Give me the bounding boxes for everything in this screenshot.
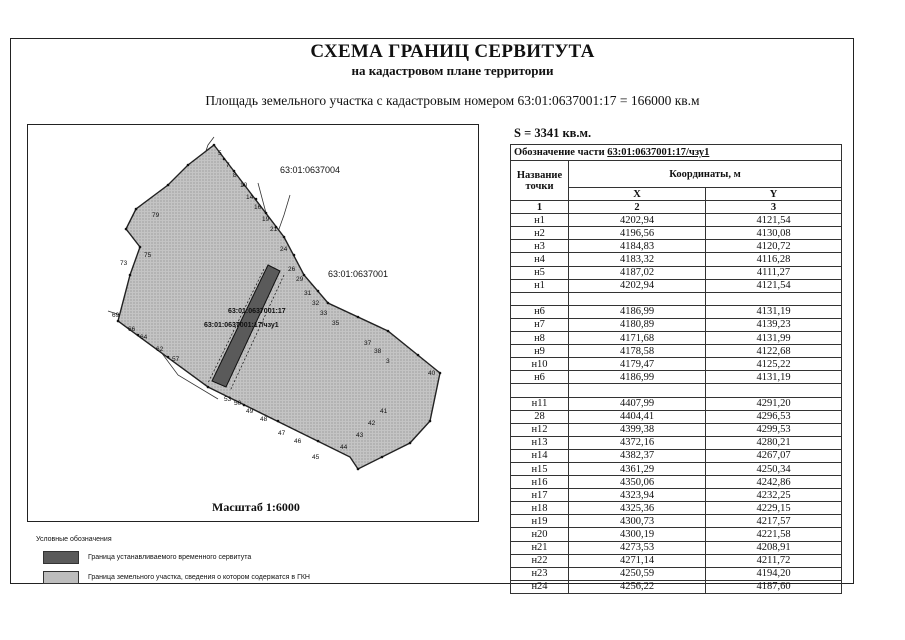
- table-header-row: [511, 161, 842, 188]
- cell-y: 4139,23: [706, 318, 842, 331]
- cell-point: н20: [511, 528, 569, 541]
- table-row: [511, 292, 842, 305]
- cell-x: 4404,41: [569, 410, 706, 423]
- cell-point: н5: [511, 266, 569, 279]
- point-label: 32: [312, 300, 320, 307]
- point-label: 33: [320, 310, 328, 317]
- servitude-label: 63:01:0637001:17/чзу1: [204, 322, 279, 329]
- table-row: [511, 214, 842, 227]
- point-label: 42: [368, 420, 376, 427]
- legend-item-servitude: Граница устанавливаемого временного сервитута: [88, 554, 252, 561]
- table-row: [511, 240, 842, 253]
- cell-x: 4187,02: [569, 266, 706, 279]
- cell-x: 4300,73: [569, 515, 706, 528]
- cell-y: 4221,58: [706, 528, 842, 541]
- point-label: 50: [234, 400, 242, 407]
- table-row: [511, 541, 842, 554]
- point-label: 3: [386, 358, 390, 365]
- table-row: [511, 462, 842, 475]
- cell-y: 4299,53: [706, 423, 842, 436]
- point-label: 69: [112, 312, 120, 319]
- point-label: 49: [246, 408, 254, 415]
- point-label: 7: [226, 162, 230, 169]
- point-label: 75: [144, 252, 152, 259]
- cell-point: н22: [511, 554, 569, 567]
- table-row: [511, 318, 842, 331]
- table-row: [511, 554, 842, 567]
- cell-x: 4202,94: [569, 279, 706, 292]
- parcel-label: 63:01:0637001: [328, 269, 389, 279]
- cell-point: н1: [511, 279, 569, 292]
- table-row: [511, 345, 842, 358]
- table-part-row: [511, 145, 842, 161]
- cell-point: [511, 292, 569, 305]
- cell-point: н17: [511, 489, 569, 502]
- table-row: [511, 305, 842, 318]
- cadastral-map: [27, 124, 479, 522]
- cell-point: н15: [511, 462, 569, 475]
- cell-point: н6: [511, 305, 569, 318]
- cell-x: 4180,89: [569, 318, 706, 331]
- point-label: 37: [364, 340, 372, 347]
- cell-x: 4361,29: [569, 462, 706, 475]
- cell-y: 4194,20: [706, 567, 842, 580]
- legend-item-parcel: Граница земельного участка, сведения о котором содержатся в ГКН: [88, 574, 310, 581]
- table-row: [511, 476, 842, 489]
- cell-y: 4250,34: [706, 462, 842, 475]
- cell-y: 4131,19: [706, 371, 842, 384]
- table-row: [511, 515, 842, 528]
- cell-x: 4196,56: [569, 227, 706, 240]
- point-label: 47: [278, 430, 286, 437]
- cell-point: н23: [511, 567, 569, 580]
- cell-point: н1: [511, 214, 569, 227]
- cell-x: 4202,94: [569, 214, 706, 227]
- table-row: [511, 410, 842, 423]
- cell-point: н14: [511, 449, 569, 462]
- point-label: 16: [254, 204, 262, 211]
- cell-y: 4130,08: [706, 227, 842, 240]
- cell-y: 4208,91: [706, 541, 842, 554]
- cell-y: 4125,22: [706, 358, 842, 371]
- table-row: [511, 279, 842, 292]
- point-label: 29: [296, 276, 304, 283]
- col-coords: Координаты, м: [569, 161, 842, 188]
- cell-point: н4: [511, 253, 569, 266]
- cell-x: 4250,59: [569, 567, 706, 580]
- parcel-label: 63:01:0637004: [280, 165, 341, 175]
- cell-x: 4171,68: [569, 332, 706, 345]
- cell-y: [706, 384, 842, 397]
- cell-point: н16: [511, 476, 569, 489]
- coordinates-table: [510, 144, 842, 594]
- col-num: 3: [706, 201, 842, 214]
- cell-y: 4280,21: [706, 436, 842, 449]
- point-label: 31: [304, 290, 312, 297]
- point-label: 8: [233, 172, 237, 179]
- point-label: 41: [380, 408, 388, 415]
- cell-x: 4178,58: [569, 345, 706, 358]
- table-row: [511, 567, 842, 580]
- cell-y: 4217,57: [706, 515, 842, 528]
- cell-point: н13: [511, 436, 569, 449]
- point-label: 73: [120, 260, 128, 267]
- cell-x: 4273,53: [569, 541, 706, 554]
- cell-y: 4232,25: [706, 489, 842, 502]
- part-id: 63:01:0637001:17/чзу1: [607, 147, 710, 158]
- cell-point: н9: [511, 345, 569, 358]
- table-row: [511, 580, 842, 593]
- cell-point: н10: [511, 358, 569, 371]
- cell-y: 4131,99: [706, 332, 842, 345]
- table-row: [511, 528, 842, 541]
- cell-y: 4291,20: [706, 397, 842, 410]
- col-y: Y: [706, 188, 842, 201]
- servitude-area: S = 3341 кв.м.: [514, 126, 592, 140]
- cell-x: 4407,99: [569, 397, 706, 410]
- cell-y: 4121,54: [706, 214, 842, 227]
- cell-y: 4242,86: [706, 476, 842, 489]
- cell-point: н18: [511, 502, 569, 515]
- cell-x: 4323,94: [569, 489, 706, 502]
- cell-x: 4186,99: [569, 371, 706, 384]
- table-row: [511, 449, 842, 462]
- cell-y: 4121,54: [706, 279, 842, 292]
- point-label: 38: [374, 348, 382, 355]
- table-row: [511, 423, 842, 436]
- cell-point: н3: [511, 240, 569, 253]
- cell-point: н7: [511, 318, 569, 331]
- cell-x: [569, 384, 706, 397]
- table-row: [511, 332, 842, 345]
- table-row: [511, 384, 842, 397]
- cell-point: н24: [511, 580, 569, 593]
- table-row: [511, 371, 842, 384]
- col-point-name: Название точки: [511, 161, 569, 201]
- col-x: X: [569, 188, 706, 201]
- map-scale: Масштаб 1:6000: [212, 500, 300, 514]
- cell-x: 4256,22: [569, 580, 706, 593]
- cell-x: 4271,14: [569, 554, 706, 567]
- point-label: 43: [356, 432, 364, 439]
- cell-y: 4229,15: [706, 502, 842, 515]
- document-subtitle: на кадастровом плане территории: [351, 63, 554, 78]
- cell-x: 4183,32: [569, 253, 706, 266]
- table-row: [511, 253, 842, 266]
- cell-y: 4187,60: [706, 580, 842, 593]
- table-colnum-row: [511, 201, 842, 214]
- cell-x: 4300,19: [569, 528, 706, 541]
- cell-y: 4122,68: [706, 345, 842, 358]
- cell-point: н21: [511, 541, 569, 554]
- cell-x: 4325,36: [569, 502, 706, 515]
- document-title: СХЕМА ГРАНИЦ СЕРВИТУТА: [310, 41, 595, 62]
- part-designation: [511, 145, 842, 161]
- point-label: 45: [312, 454, 320, 461]
- table-row: [511, 358, 842, 371]
- point-label: 24: [280, 246, 288, 253]
- legend-swatch-parcel: [43, 571, 79, 584]
- cell-point: н6: [511, 371, 569, 384]
- cell-point: [511, 384, 569, 397]
- point-label: 48: [260, 416, 268, 423]
- point-label: 64: [140, 334, 148, 341]
- col-num: 2: [569, 201, 706, 214]
- cell-x: 4184,83: [569, 240, 706, 253]
- cell-point: н2: [511, 227, 569, 240]
- table-row: [511, 227, 842, 240]
- point-label: 53: [224, 396, 232, 403]
- legend-title: Условные обозначения: [36, 536, 112, 543]
- point-label: 14: [246, 194, 254, 201]
- table-row: [511, 436, 842, 449]
- cell-point: 28: [511, 410, 569, 423]
- point-label: 21: [270, 226, 278, 233]
- cell-x: [569, 292, 706, 305]
- table-row: [511, 502, 842, 515]
- cell-y: [706, 292, 842, 305]
- cell-y: 4111,27: [706, 266, 842, 279]
- point-label: 26: [288, 266, 296, 273]
- cell-x: 4350,06: [569, 476, 706, 489]
- cell-y: 4120,72: [706, 240, 842, 253]
- point-label: 46: [294, 438, 302, 445]
- cell-x: 4186,99: [569, 305, 706, 318]
- point-label: 19: [262, 216, 270, 223]
- cell-point: н11: [511, 397, 569, 410]
- point-label: 44: [340, 444, 348, 451]
- cell-point: н19: [511, 515, 569, 528]
- cell-x: 4372,16: [569, 436, 706, 449]
- point-label: 10: [240, 182, 248, 189]
- cell-x: 4179,47: [569, 358, 706, 371]
- point-label: 66: [128, 326, 136, 333]
- table-row: [511, 489, 842, 502]
- point-label: 79: [152, 212, 160, 219]
- servitude-label: 63:01:0637001:17: [228, 308, 286, 315]
- table-row: [511, 266, 842, 279]
- point-label: 62: [156, 346, 164, 353]
- cell-y: 4116,28: [706, 253, 842, 266]
- cell-x: 4382,37: [569, 449, 706, 462]
- cell-y: 4211,72: [706, 554, 842, 567]
- point-label: 35: [332, 320, 340, 327]
- cell-point: н12: [511, 423, 569, 436]
- col-num: 1: [511, 201, 569, 214]
- table-row: [511, 397, 842, 410]
- point-label: 57: [172, 356, 180, 363]
- cell-y: 4267,07: [706, 449, 842, 462]
- part-label: Обозначение части: [514, 147, 605, 158]
- map-drawing: [28, 125, 478, 521]
- cell-point: н8: [511, 332, 569, 345]
- point-label: 40: [428, 370, 436, 377]
- cell-y: 4131,19: [706, 305, 842, 318]
- parcel-area-line: Площадь земельного участка с кадастровым номером 63:01:0637001:17 = 166000 кв.м: [205, 93, 700, 108]
- point-label: 5: [218, 150, 222, 157]
- legend-swatch-servitude: [43, 551, 79, 564]
- cell-x: 4399,38: [569, 423, 706, 436]
- cell-y: 4296,53: [706, 410, 842, 423]
